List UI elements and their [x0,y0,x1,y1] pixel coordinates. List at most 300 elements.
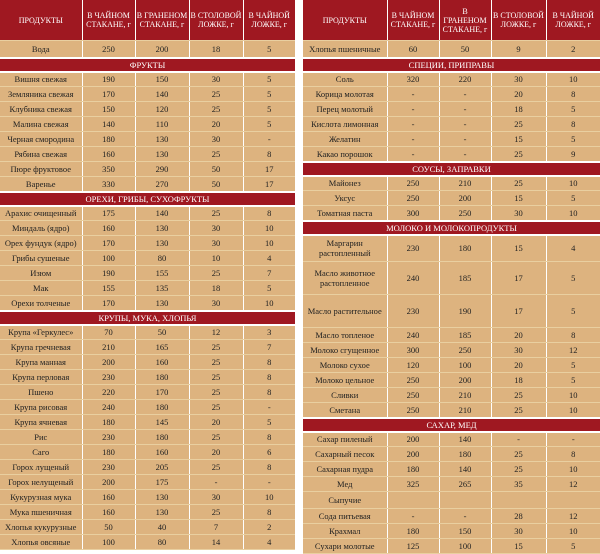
tablespoon-value: 25 [491,176,546,191]
teaspoon-value: 7 [243,266,295,281]
tablespoon-value: 25 [189,505,243,520]
table-row [0,340,295,355]
teaspoon-value: 10 [546,176,600,191]
tablespoon-value: 17 [491,295,546,328]
faceted-glass-value: 175 [135,475,189,490]
tea-glass-value: 70 [82,325,135,340]
teaspoon-value: 10 [243,490,295,505]
tablespoon-value: 30 [491,206,546,221]
faceted-glass-value: 40 [135,520,189,535]
section-header-row [303,221,600,235]
tea-glass-value: 170 [82,87,135,102]
faceted-glass-value: 140 [439,432,491,447]
header-products: ПРОДУКТЫ [0,0,82,41]
tablespoon-value: 20 [189,415,243,430]
tea-glass-value: 325 [387,477,439,492]
teaspoon-value: 10 [243,296,295,311]
faceted-glass-value: 50 [439,41,491,58]
product-name: Корица молотая [303,87,387,102]
section-title: ФРУКТЫ [0,58,295,72]
product-name: Орех фундук (ядро) [0,236,82,251]
faceted-glass-value: 80 [135,251,189,266]
tablespoon-value: 18 [491,373,546,388]
tea-glass-value: 250 [387,176,439,191]
product-name: Сметана [303,403,387,418]
teaspoon-value: 8 [243,370,295,385]
tea-glass-value [387,492,439,509]
tablespoon-value: 25 [491,117,546,132]
tablespoon-value: 25 [189,147,243,162]
teaspoon-value: 4 [546,235,600,262]
tablespoon-value: 25 [491,447,546,462]
product-name: Перец молотый [303,102,387,117]
tea-glass-value: 50 [82,520,135,535]
tea-glass-value: 175 [82,206,135,221]
faceted-glass-value: 185 [439,328,491,343]
tea-glass-value: 200 [387,447,439,462]
tablespoon-value: 17 [491,262,546,295]
tablespoon-value: - [491,432,546,447]
product-name: Рябина свежая [0,147,82,162]
teaspoon-value: 4 [243,251,295,266]
teaspoon-value [546,492,600,509]
table-row [303,539,600,554]
product-name: Крахмал [303,524,387,539]
tablespoon-value: 50 [189,162,243,177]
teaspoon-value: 6 [243,445,295,460]
tea-glass-value: 190 [82,72,135,87]
table-row [303,447,600,462]
teaspoon-value: 8 [243,206,295,221]
product-name: Сахарный песок [303,447,387,462]
product-name: Саго [0,445,82,460]
tablespoon-value: 15 [491,132,546,147]
faceted-glass-value: - [439,102,491,117]
teaspoon-value: 8 [546,117,600,132]
tablespoon-value: 20 [491,87,546,102]
table-row [0,400,295,415]
faceted-glass-value: 100 [439,539,491,554]
faceted-glass-value: - [439,117,491,132]
tea-glass-value: 220 [82,385,135,400]
table-row [0,206,295,221]
header-tablespoon: В СТОЛОВОЙ ЛОЖКЕ, г [189,0,243,41]
product-name: Вода [0,41,82,58]
faceted-glass-value: 270 [135,177,189,192]
tea-glass-value: 155 [82,281,135,296]
table-row [0,87,295,102]
faceted-glass-value: 165 [135,340,189,355]
table-row [0,72,295,87]
table-row [303,206,600,221]
faceted-glass-value: - [439,132,491,147]
tablespoon-value: 30 [189,132,243,147]
product-name: Уксус [303,191,387,206]
faceted-glass-value: 130 [135,221,189,236]
product-name: Крупа рисовая [0,400,82,415]
product-name: Маргарин растопленный [303,235,387,262]
teaspoon-value: 5 [243,102,295,117]
faceted-glass-value: 140 [135,87,189,102]
faceted-glass-value: 180 [439,447,491,462]
teaspoon-value: 8 [243,430,295,445]
tablespoon-value: 30 [189,72,243,87]
faceted-glass-value: 155 [135,266,189,281]
product-name: Кислота лимонная [303,117,387,132]
tea-glass-value: 180 [82,132,135,147]
table-row [303,432,600,447]
tablespoon-value: 25 [491,147,546,162]
faceted-glass-value: 220 [439,72,491,87]
faceted-glass-value: 145 [135,415,189,430]
product-name: Крупа «Геркулес» [0,325,82,340]
tablespoon-value: 30 [491,524,546,539]
teaspoon-value: 2 [243,520,295,535]
table-row [0,177,295,192]
teaspoon-value: 10 [243,221,295,236]
section-header-row [0,58,295,72]
teaspoon-value: 5 [546,295,600,328]
teaspoon-value: 7 [243,340,295,355]
table-row [303,524,600,539]
faceted-glass-value: 140 [439,462,491,477]
tea-glass-value: 200 [82,475,135,490]
product-name: Масло растительное [303,295,387,328]
tea-glass-value: 250 [387,403,439,418]
faceted-glass-value [439,492,491,509]
faceted-glass-value: 200 [439,373,491,388]
tea-glass-value: 300 [387,206,439,221]
table-row [0,445,295,460]
table-row [0,41,295,58]
faceted-glass-value: 140 [135,206,189,221]
product-name: Кукурузная мука [0,490,82,505]
tablespoon-value: 25 [189,370,243,385]
product-name: Сахар пиленый [303,432,387,447]
tea-glass-value: - [387,509,439,524]
tablespoon-value: 15 [491,191,546,206]
tea-glass-value: 240 [387,328,439,343]
header-teaspoon: В ЧАЙНОЙ ЛОЖКЕ, г [546,0,600,41]
table-row [0,147,295,162]
table-row [0,132,295,147]
table-row [0,460,295,475]
teaspoon-value: 12 [546,477,600,492]
tablespoon-value: 14 [189,535,243,550]
table-row [0,281,295,296]
table-row [0,370,295,385]
tea-glass-value: 180 [82,415,135,430]
faceted-glass-value: 135 [135,281,189,296]
teaspoon-value: 8 [546,328,600,343]
tea-glass-value: 100 [82,535,135,550]
faceted-glass-value: 170 [135,385,189,400]
tea-glass-value: - [387,147,439,162]
tea-glass-value: 120 [387,358,439,373]
tablespoon-value: 30 [491,72,546,87]
tea-glass-value: 160 [82,505,135,520]
right-table-body [303,41,600,554]
table-row [303,343,600,358]
section-header-row [303,418,600,432]
tea-glass-value: 60 [387,41,439,58]
faceted-glass-value: - [439,147,491,162]
product-name: Сахарная пудра [303,462,387,477]
table-row [0,535,295,550]
tablespoon-value: 30 [491,343,546,358]
product-name: Соль [303,72,387,87]
teaspoon-value: 9 [546,147,600,162]
tablespoon-value: 15 [491,539,546,554]
tea-glass-value: 200 [82,355,135,370]
section-title: СПЕЦИИ, ПРИПРАВЫ [303,58,600,72]
tablespoon-value: 30 [189,236,243,251]
faceted-glass-value: 210 [439,176,491,191]
tablespoon-value: 25 [189,340,243,355]
teaspoon-value: 3 [243,325,295,340]
tablespoon-value: 20 [491,358,546,373]
teaspoon-value: 5 [546,102,600,117]
faceted-glass-value: 150 [135,72,189,87]
tea-glass-value: 230 [82,430,135,445]
tablespoon-value: 30 [189,490,243,505]
faceted-glass-value: 110 [135,117,189,132]
tea-glass-value: 250 [387,373,439,388]
tea-glass-value: 140 [82,117,135,132]
table-row [303,262,600,295]
tablespoon-value: 12 [189,325,243,340]
product-name: Крупа ячневая [0,415,82,430]
product-name: Желатин [303,132,387,147]
teaspoon-value: 8 [243,460,295,475]
teaspoon-value: 5 [243,415,295,430]
faceted-glass-value: 130 [135,132,189,147]
section-title: КРУПЫ, МУКА, ХЛОПЬЯ [0,311,295,325]
faceted-glass-value: 250 [439,206,491,221]
tea-glass-value: 160 [82,490,135,505]
table-row [303,87,600,102]
table-row [303,373,600,388]
tablespoon-value: 9 [491,41,546,58]
table-row [303,492,600,509]
section-header-row [303,162,600,176]
product-name: Арахис очищенный [0,206,82,221]
faceted-glass-value: 180 [135,430,189,445]
tablespoon-value: 25 [491,403,546,418]
tablespoon-value: 25 [491,388,546,403]
table-row [0,296,295,311]
teaspoon-value: 17 [243,162,295,177]
table-row [303,462,600,477]
tea-glass-value: 240 [82,400,135,415]
product-name: Миндаль (ядро) [0,221,82,236]
faceted-glass-value: 130 [135,236,189,251]
tablespoon-value: 25 [189,460,243,475]
section-title: ОРЕХИ, ГРИБЫ, СУХОФРУКТЫ [0,192,295,206]
teaspoon-value: 8 [243,385,295,400]
tea-glass-value: 230 [387,295,439,328]
tablespoon-value: 30 [189,221,243,236]
product-name: Горох нелущеный [0,475,82,490]
product-name: Хлопья кукурузные [0,520,82,535]
teaspoon-value: 8 [243,505,295,520]
product-name: Масло топленое [303,328,387,343]
product-name: Масло животное растопленное [303,262,387,295]
tablespoon-value: 25 [189,87,243,102]
product-name: Майонез [303,176,387,191]
table-row [0,221,295,236]
faceted-glass-value: 130 [135,505,189,520]
left-table-body [0,41,295,550]
faceted-glass-value: 130 [135,296,189,311]
tablespoon-value: 10 [189,251,243,266]
tea-glass-value: 210 [82,340,135,355]
tea-glass-value: 200 [387,432,439,447]
table-row [0,162,295,177]
tea-glass-value: 300 [387,343,439,358]
teaspoon-value: 5 [243,87,295,102]
faceted-glass-value: 180 [135,400,189,415]
product-name: Хлопья пшеничные [303,41,387,58]
tablespoon-value: 25 [189,355,243,370]
tablespoon-value: 18 [189,41,243,58]
product-name: Сода питьевая [303,509,387,524]
tablespoon-value: 25 [189,430,243,445]
faceted-glass-value: 180 [135,370,189,385]
faceted-glass-value: 200 [135,41,189,58]
left-table [0,0,295,550]
product-name: Пшено [0,385,82,400]
tea-glass-value: - [387,102,439,117]
faceted-glass-value: 100 [439,358,491,373]
table-row [0,117,295,132]
teaspoon-value: 10 [243,236,295,251]
tablespoon-value: 25 [189,385,243,400]
product-name: Крупа манная [0,355,82,370]
product-name: Орехи толченые [0,296,82,311]
tea-glass-value: 190 [82,266,135,281]
tablespoon-value: 35 [491,477,546,492]
teaspoon-value: 5 [546,262,600,295]
teaspoon-value: 8 [243,147,295,162]
table-row [0,490,295,505]
tablespoon-value: 18 [189,281,243,296]
section-header-row [0,311,295,325]
table-row [0,102,295,117]
tea-glass-value: - [387,87,439,102]
faceted-glass-value: 120 [135,102,189,117]
product-name: Земляника свежая [0,87,82,102]
teaspoon-value: - [546,432,600,447]
table-row [303,403,600,418]
table-row [0,325,295,340]
faceted-glass-value: - [439,509,491,524]
right-header-row [303,0,600,41]
product-name: Сливки [303,388,387,403]
faceted-glass-value: 185 [439,262,491,295]
table-row [303,72,600,87]
table-row [303,477,600,492]
tablespoon-value: 20 [491,328,546,343]
teaspoon-value: 4 [243,535,295,550]
table-row [0,236,295,251]
tablespoon-value: 7 [189,520,243,535]
teaspoon-value: 5 [546,191,600,206]
tea-glass-value: 180 [82,445,135,460]
product-name: Молоко сгущенное [303,343,387,358]
teaspoon-value: 5 [546,373,600,388]
table-row [303,117,600,132]
tablespoon-value [491,492,546,509]
table-row [303,388,600,403]
tea-glass-value: 160 [82,147,135,162]
table-row [303,176,600,191]
product-name: Грибы сушеные [0,251,82,266]
tea-glass-value: 230 [387,235,439,262]
faceted-glass-value: 130 [135,490,189,505]
tea-glass-value: 250 [387,388,439,403]
tea-glass-value: 180 [387,462,439,477]
faceted-glass-value: 180 [439,235,491,262]
teaspoon-value: - [243,475,295,490]
tablespoon-value: 25 [189,206,243,221]
teaspoon-value: - [243,400,295,415]
tea-glass-value: 240 [387,262,439,295]
faceted-glass-value: 200 [439,191,491,206]
tea-glass-value: 180 [387,524,439,539]
section-header-row [0,192,295,206]
teaspoon-value: 8 [243,355,295,370]
tea-glass-value: 150 [82,102,135,117]
teaspoon-value: 5 [243,281,295,296]
table-row [0,251,295,266]
teaspoon-value: 5 [243,72,295,87]
teaspoon-value: 10 [546,462,600,477]
product-name: Рис [0,430,82,445]
product-name: Молоко сухое [303,358,387,373]
tablespoon-value: 20 [189,117,243,132]
tea-glass-value: 250 [387,191,439,206]
teaspoon-value: 8 [546,87,600,102]
header-tea-glass: В ЧАЙНОМ СТАКАНЕ, г [82,0,135,41]
table-row [0,475,295,490]
product-name: Вишня свежая [0,72,82,87]
tea-glass-value: 100 [82,251,135,266]
tablespoon-value: 25 [491,462,546,477]
faceted-glass-value: 190 [439,295,491,328]
header-teaspoon: В ЧАЙНОЙ ЛОЖКЕ, г [243,0,295,41]
product-name: Черная смородина [0,132,82,147]
tea-glass-value: 125 [387,539,439,554]
tea-glass-value: 170 [82,296,135,311]
teaspoon-value: 5 [243,41,295,58]
tea-glass-value: 230 [82,370,135,385]
product-name: Сыпучие [303,492,387,509]
teaspoon-value: 10 [546,524,600,539]
table-row [0,385,295,400]
product-name: Крупа гречневая [0,340,82,355]
teaspoon-value: 5 [546,539,600,554]
product-name: Малина свежая [0,117,82,132]
table-row [303,132,600,147]
section-header-row [303,58,600,72]
product-name: Томатная паста [303,206,387,221]
teaspoon-value: 10 [546,403,600,418]
product-name: Молоко цельное [303,373,387,388]
faceted-glass-value: 250 [439,343,491,358]
faceted-glass-value: 50 [135,325,189,340]
faceted-glass-value: 80 [135,535,189,550]
